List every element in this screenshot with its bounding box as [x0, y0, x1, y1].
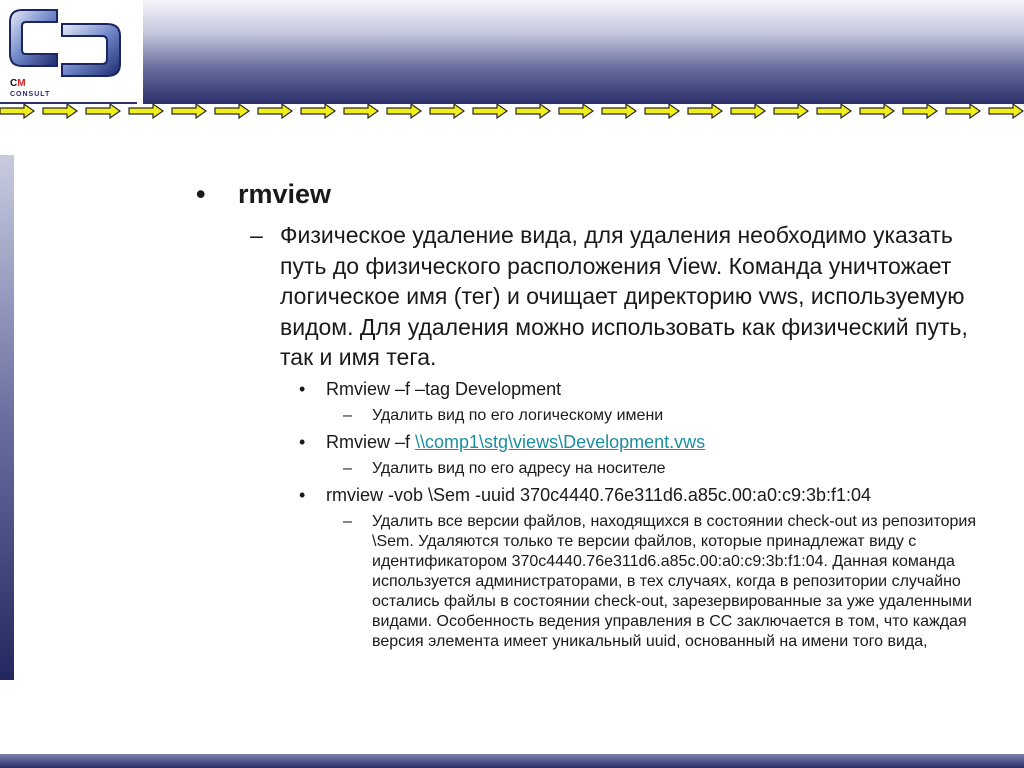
left-accent-bar — [0, 155, 14, 680]
arrow-icon — [301, 104, 335, 118]
path-link[interactable]: \\comp1\stg\views\Development.vws — [415, 431, 706, 452]
logo-text — [10, 76, 50, 100]
arrow-icon — [731, 104, 765, 118]
description-text: Физическое удаление вида, для удаления необходимо указать путь до физического расположения View. Команда уничтожает логическое имя (тег) и очищает директорию vws, используемую видом. Для удаления можно использовать как физический путь, так и имя тега. — [280, 222, 968, 370]
slide-content — [196, 177, 996, 652]
note-text: Удалить вид по его логическому имени — [372, 406, 664, 424]
logo-separator — [137, 0, 143, 104]
arrow-icon — [559, 104, 593, 118]
bullet-icon: • — [196, 179, 206, 209]
bullet-icon: • — [299, 378, 306, 399]
heading-text: rmview — [238, 179, 332, 209]
header-band — [0, 0, 1024, 104]
arrow-icon — [215, 104, 249, 118]
arrow-icon — [0, 104, 34, 118]
arrow-icon — [43, 104, 77, 118]
command-note — [196, 512, 996, 652]
command-text: rmview -vob \Sem -uuid 370c4440.76e311d6.a85c.00:a0:c9:3b:f1:04 — [326, 484, 872, 505]
arrow-icon — [946, 104, 980, 118]
arrow-icon — [903, 104, 937, 118]
arrow-icon — [774, 104, 808, 118]
arrow-icon — [86, 104, 120, 118]
command-item — [196, 484, 996, 507]
arrow-icon — [688, 104, 722, 118]
bullet-icon: • — [299, 431, 306, 452]
dash-icon: – — [250, 222, 263, 248]
arrow-icon — [473, 104, 507, 118]
arrow-icon — [645, 104, 679, 118]
dash-icon: – — [343, 512, 352, 530]
command-item — [196, 431, 996, 454]
bullet-icon: • — [299, 484, 306, 505]
note-text: Удалить вид по его адресу на носителе — [372, 459, 666, 477]
arrow-icon — [258, 104, 292, 118]
command-note — [196, 459, 996, 479]
heading-item — [196, 177, 996, 211]
logo-mark-icon — [2, 2, 132, 80]
logo — [0, 0, 137, 102]
note-text: Удалить все версии файлов, находящихся в состоянии check-out из репозитория \Sem. Удаляются только те версии файлов, которые принадлежат виду с идентификатором 370c4440.76e311d6.a85c.00:a0:c9:3b:f1:04. Данная команда используется администраторами, в тех случаях, когда в репозитории случайно остались файлы в состоянии check-out, зарезервированные за уже удаленными видами. Особенность ведения управления в CC заключается в том, что каждая версия элемента имеет уникальный uuid, основанный на имени того вида, — [372, 512, 976, 650]
arrow-icon — [430, 104, 464, 118]
logo-letter-c: C — [10, 78, 18, 89]
logo-letter-m: M — [17, 78, 26, 89]
bottom-bar — [0, 754, 1024, 768]
arrow-icon — [860, 104, 894, 118]
dash-icon: – — [343, 459, 352, 477]
command-text: Rmview –f –tag Development — [326, 378, 562, 399]
arrow-icon — [129, 104, 163, 118]
arrow-icon — [172, 104, 206, 118]
arrow-icon — [344, 104, 378, 118]
command-note — [196, 406, 996, 426]
dash-icon: – — [343, 406, 352, 424]
arrow-icon — [516, 104, 550, 118]
arrow-icon — [602, 104, 636, 118]
arrow-icon — [817, 104, 851, 118]
arrow-icon — [989, 104, 1023, 118]
description-item — [196, 220, 996, 373]
command-item — [196, 378, 996, 401]
arrow-icon — [387, 104, 421, 118]
logo-consult: CONSULT — [10, 91, 51, 98]
arrow-strip — [0, 102, 1024, 120]
command-text: Rmview –f — [326, 431, 416, 452]
